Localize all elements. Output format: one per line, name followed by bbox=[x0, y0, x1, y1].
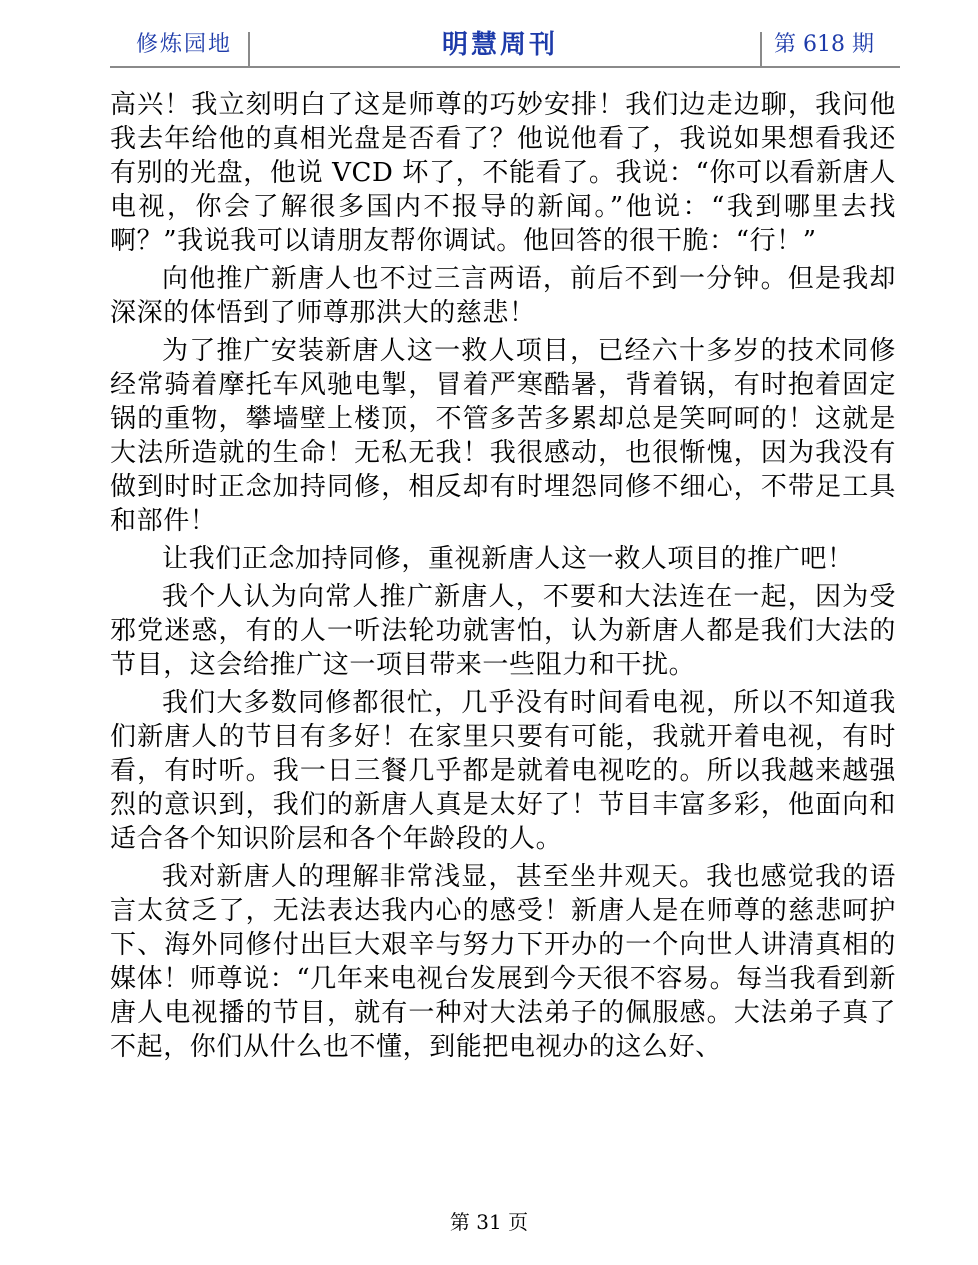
issue-number: 第 618 期 bbox=[774, 32, 874, 57]
paragraph: 我们大多数同修都很忙，几乎没有时间看电视，所以不知道我们新唐人的节目有多好！在家里只要有可能，我就开着电视，有时看，有时听。我一日三餐几乎都是就着电视吃的。所以我越来越强烈的意识到，我们的新唐人真是太好了！节目丰富多彩，他面向和适合各个知识阶层和各个年龄段的人。 bbox=[110, 688, 896, 854]
paragraph: 高兴！我立刻明白了这是师尊的巧妙安排！我们边走边聊，我问他我去年给他的真相光盘是否看了？他说他看了，我说如果想看我还有别的光盘，他说 VCD 坏了，不能看了。我说：“你可以看新唐人电视，你会了解很多国内不报导的新闻。”他说：“我到哪里去找啊？”我说我可以请朋友帮你调试。他回答的很干脆：“行！” bbox=[110, 90, 896, 256]
article-body bbox=[110, 88, 896, 1068]
paragraph: 让我们正念加持同修，重视新唐人这一救人项目的推广吧！ bbox=[162, 544, 854, 574]
paragraph: 为了推广安装新唐人这一救人项目，已经六十多岁的技术同修经常骑着摩托车风驰电掣，冒着严寒酷暑，背着锅，有时抱着固定锅的重物，攀墙壁上楼顶，不管多苦多累却总是笑呵呵的！这就是大法所造就的生命！无私无我！我很感动，也很惭愧，因为我没有做到时时正念加持同修，相反却有时埋怨同修不细心，不带足工具和部件！ bbox=[110, 336, 896, 536]
page-header bbox=[110, 26, 900, 66]
header-rule bbox=[110, 66, 900, 68]
paragraph: 我对新唐人的理解非常浅显，甚至坐井观天。我也感觉我的语言太贫乏了，无法表达我内心的感受！新唐人是在师尊的慈悲呵护下、海外同修付出巨大艰辛与努力下开办的一个向世人讲清真相的媒体！师尊说：“几年来电视台发展到今天很不容易。每当我看到新唐人电视播的节目，就有一种对大法弟子的佩服感。大法弟子真了不起，你们从什么也不懂，到能把电视办的这么好、 bbox=[110, 862, 896, 1062]
page-number: 第 31 页 bbox=[449, 1210, 529, 1234]
header-divider-right bbox=[760, 32, 762, 66]
header-divider-left bbox=[248, 32, 250, 66]
section-name: 修炼园地 bbox=[136, 32, 233, 57]
paragraph: 向他推广新唐人也不过三言两语，前后不到一分钟。但是我却深深的体悟到了师尊那洪大的慈悲！ bbox=[110, 264, 896, 328]
paragraph: 我个人认为向常人推广新唐人，不要和大法连在一起，因为受邪党迷惑，有的人一听法轮功就害怕，认为新唐人都是我们大法的节目，这会给推广这一项目带来一些阻力和干扰。 bbox=[110, 582, 896, 680]
publication-title: 明慧周刊 bbox=[441, 30, 558, 60]
